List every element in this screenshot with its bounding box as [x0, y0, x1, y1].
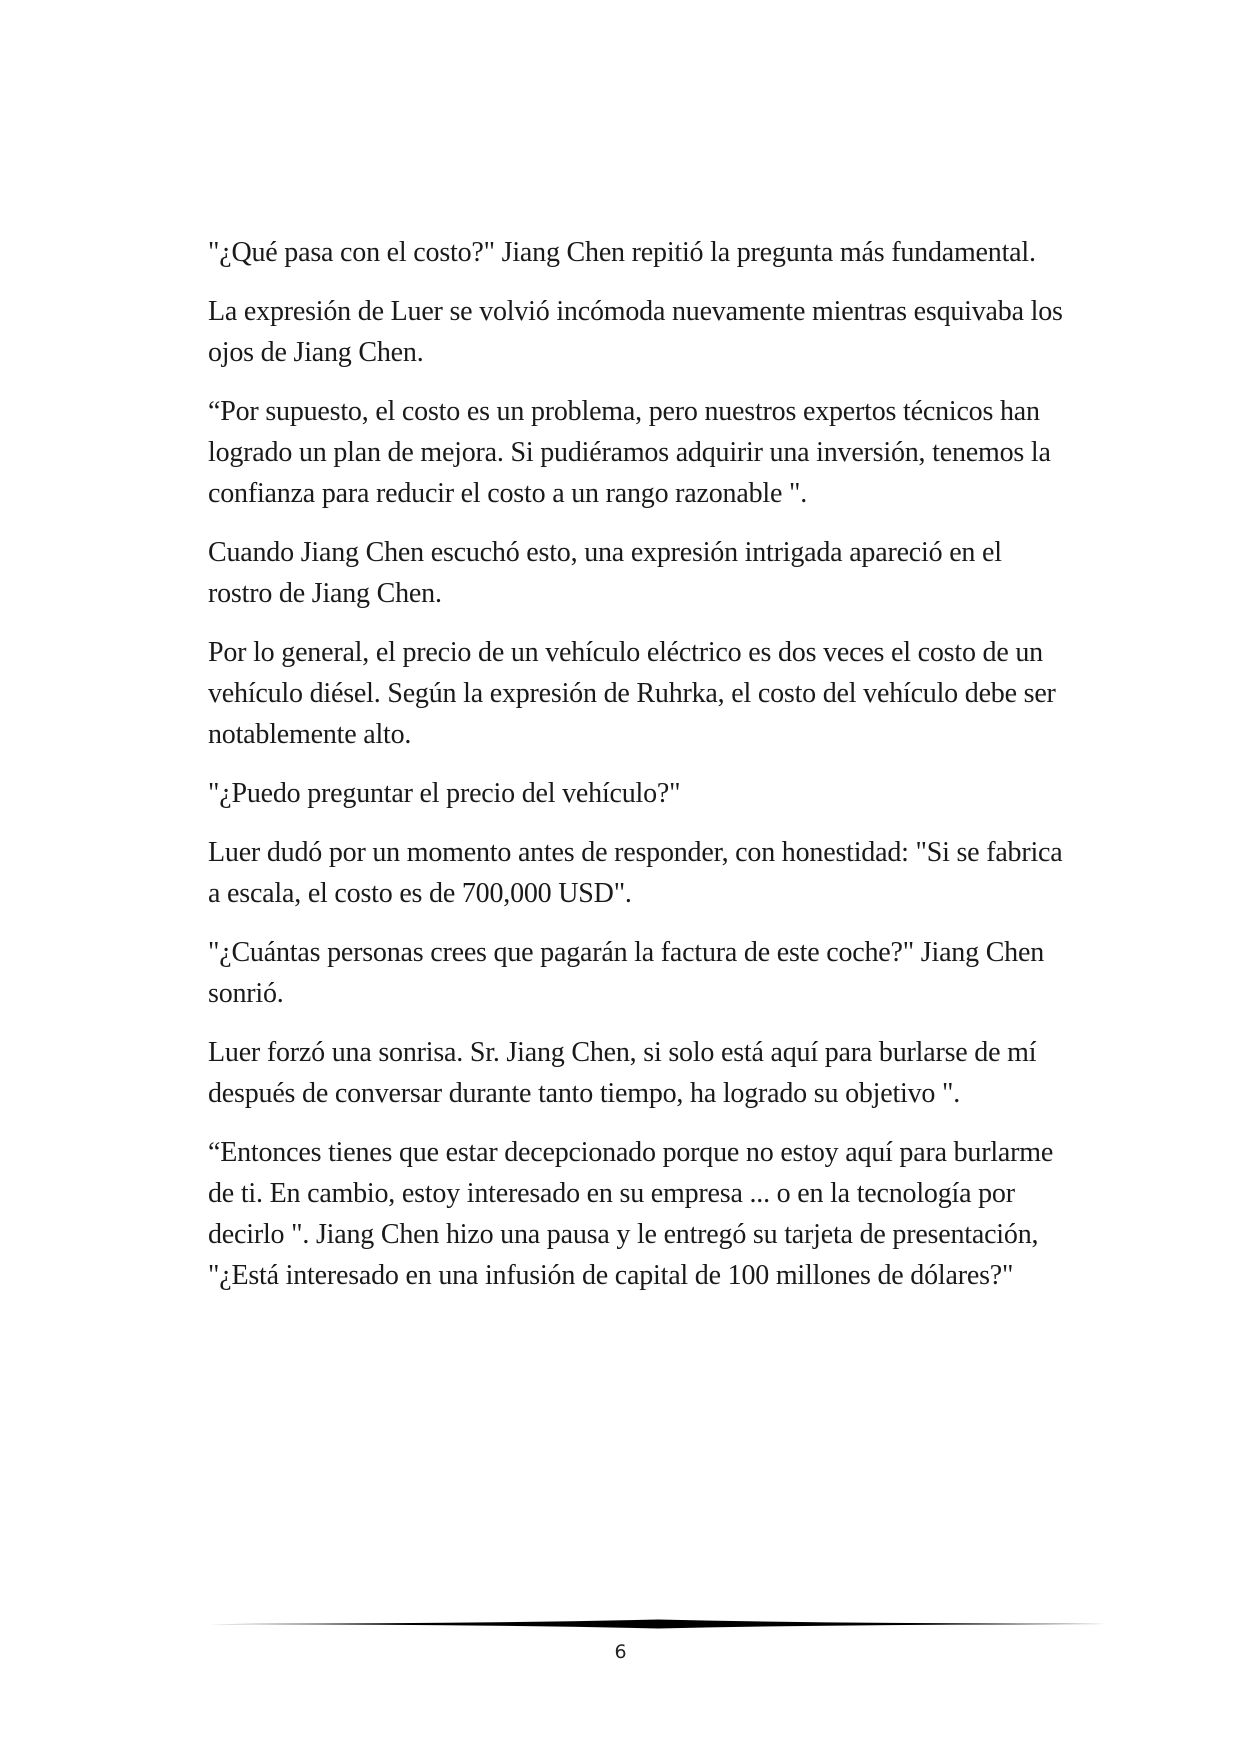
page-number: 6: [614, 1641, 627, 1663]
body-text: [208, 232, 1068, 1314]
paragraph: Cuando Jiang Chen escuchó esto, una expresión intrigada apareció en el rostro de Jiang Chen.: [208, 537, 1002, 609]
paragraph: "¿Puedo preguntar el precio del vehículo?": [208, 778, 681, 809]
paragraph: Luer dudó por un momento antes de responder, con honestidad: "Si se fabrica a escala, el costo es de 700,000 USD".: [208, 837, 1063, 909]
paragraph: “Por supuesto, el costo es un problema, pero nuestros expertos técnicos han logrado un plan de mejora. Si pudiéramos adquirir una inversión, tenemos la confianza para reducir el costo a un rango razonable ".: [208, 396, 1051, 509]
paragraph: "¿Qué pasa con el costo?" Jiang Chen repitió la pregunta más fundamental.: [208, 237, 1036, 268]
paragraph: "¿Cuántas personas crees que pagarán la factura de este coche?" Jiang Chen sonrió.: [208, 937, 1045, 1009]
footer-rule: [208, 1618, 1108, 1630]
paragraph: La expresión de Luer se volvió incómoda nuevamente mientras esquivaba los ojos de Jiang Chen.: [208, 296, 1063, 368]
paragraph: Luer forzó una sonrisa. Sr. Jiang Chen, si solo está aquí para burlarse de mí después de conversar durante tanto tiempo, ha logrado su objetivo ".: [208, 1037, 1037, 1109]
paragraph: Por lo general, el precio de un vehículo eléctrico es dos veces el costo de un vehículo diésel. Según la expresión de Ruhrka, el costo del vehículo debe ser notablemente alto.: [208, 637, 1056, 750]
paragraph: “Entonces tienes que estar decepcionado porque no estoy aquí para burlarme de ti. En cambio, estoy interesado en su empresa ... o en la tecnología por decirlo ". Jiang Chen hizo una pausa y le entregó su tarjeta de presentación, "¿Está interesado en una infusión de capital de 100 millones de dólares?": [208, 1137, 1054, 1291]
